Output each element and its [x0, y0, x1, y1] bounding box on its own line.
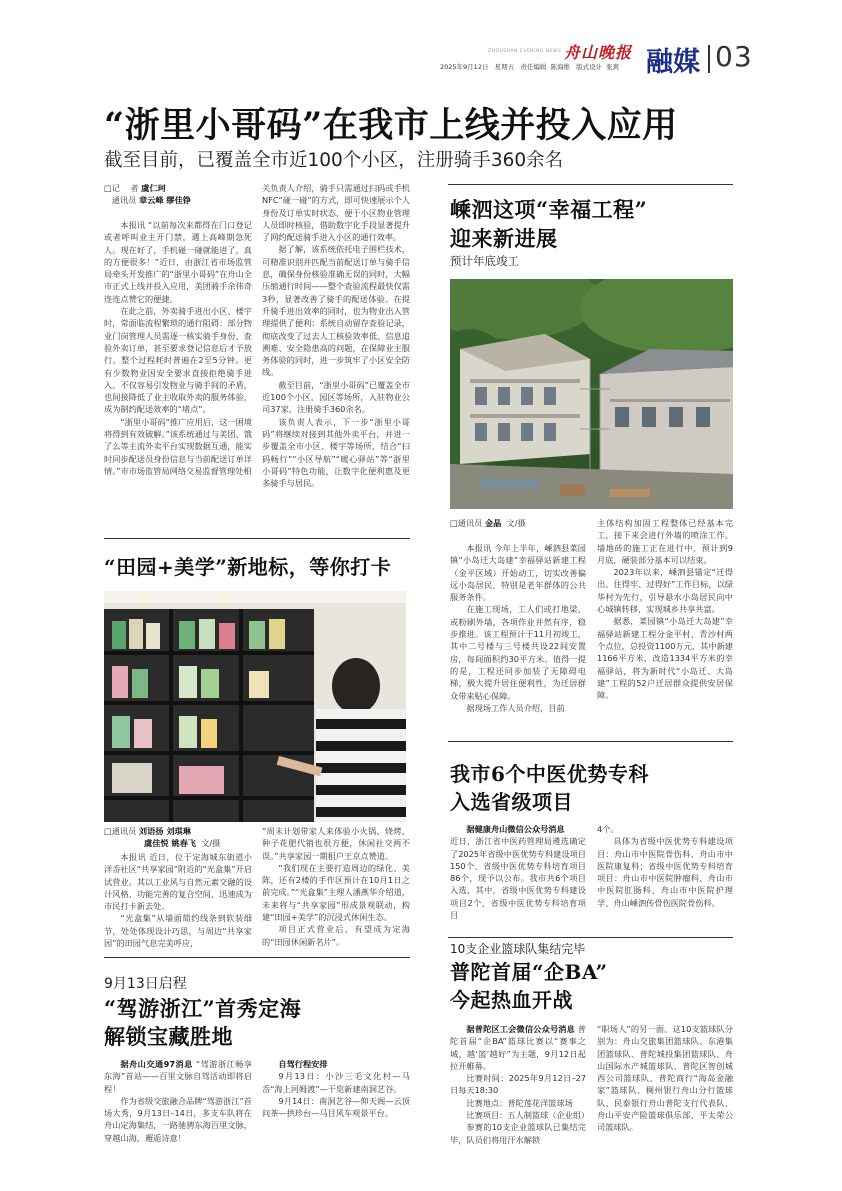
paragraph: 本报讯 “以前每次来都得在门口登记或者呼叫业主开门禁，遇上高峰期急死人。现在好了，手机碰一碰就能进了，真的方便很多！”近日，由浙江省市场监管局牵头开发推广的“浙里小哥码”在舟山全市正式上线并投入应用，美团骑手余伟奇连连点赞它的便捷。 [104, 220, 252, 304]
section-divider [448, 741, 733, 742]
tianyuan-credit: □通讯员 刘语扬 刘琪琳 虞佳悦 姚春飞 文/摄 [104, 826, 221, 849]
lead-headline: “浙里小哥码”在我市上线并投入应用 [104, 105, 678, 146]
paragraph: 该负责人表示，下一步“浙里小哥码”将继续对接到其他外卖平台，并进一步覆盖全市小区、楼宇等场所，结合“扫码畅行”“小区导航”“暖心驿站”等“浙里小哥码”特色功能，让数字化便利惠及更多骑手与居民。 [262, 416, 410, 489]
drive-title-line-1: “驾游浙江”首秀定海 [104, 996, 302, 1021]
correspondent-names: 虞佳悦 姚春飞 [144, 838, 196, 849]
paragraph: “职场人”的另一面。这10支篮球队分别为：舟山交旅集团篮球队、东港集团篮球队、普陀城投集团篮球队、舟山国际水产城篮球队、普陀区智创城西公司篮球队、普陀商行“海岛金融家”篮球队、稠州银行舟山分行篮球队、民泰银行舟山普陀支行代表队、舟山平安产险篮球俱乐部、平太荣公司篮球队。 [597, 1024, 733, 1133]
tcm-title-line-1: 我市6个中医优势专科 [450, 762, 649, 786]
paragraph: 据了解，该系统依托电子围栏技术，可精准识别并匹配当前配送订单与骑手信息，确保身份核验准确无误的同时，大幅压缩通行时间——整个查验流程最快仅需3秒，显著改善了骑手的配送体验。在提升骑手进出效率的同时，也为物业出入管理提供了便利：系统自动留存查验记录，彻底改变了过去人工核验效率低、信息追溯难、安全隐患高的问题，在保障业主服务体验的同时，进一步筑牢了小区安全防线。 [262, 244, 410, 378]
shop-shelves-illustration [104, 591, 406, 822]
section-divider [104, 538, 410, 539]
shop-interior-photo [104, 591, 406, 822]
paragraph: 9月13日：小沙三毛文化村—马岙“海上河姆渡”—干览新建南洞艺谷。 [262, 1071, 410, 1094]
paragraph: 在此之前，外卖骑手进出小区、楼宇时，常面临流程繁琐的通行阻碍：部分物业门岗管理人员需逐一核实骑手身份、查验外卖订单，甚至要求登记信息后才予放行。整个过程耗时普遍在2至5分钟。更有少数物业因安全要求直接拒绝骑手进入。不仅容易引发物业与骑手间的矛盾，也间接降低了业主收取外卖的服务体验，成为制约配送效率的“堵点”。 [104, 306, 252, 415]
tianyuan-title: “田园+美学”新地标，等你打卡 [104, 555, 392, 579]
paragraph: 4个。 [597, 824, 619, 834]
page-number: 03 [715, 40, 753, 73]
lead-column-1 [104, 219, 252, 477]
basketball-title-line-2: 今起热血开战 [450, 988, 573, 1012]
section-divider [448, 184, 733, 185]
paragraph: “光盒集”从墙面简约线条到软装细节，处处体现设计巧思，与周边“共享家园”的田园气息完美呼应， [104, 913, 252, 949]
masthead-logo: 舟山晚报 [564, 43, 633, 62]
paragraph: 参赛的10支企业篮球队已集结完毕，队员们将用汗水解锁 [450, 1122, 586, 1145]
shengsi-subhead: 预计年底竣工 [450, 254, 519, 268]
basketball-column-1 [450, 1023, 590, 1146]
lead-credit: □记 者 虞仁珂 通讯员 章云峰 缪佳铮 [104, 183, 191, 206]
paragraph: 比赛时间：2025年9月12日–27日每天18:30 [450, 1073, 586, 1096]
section-divider [104, 957, 410, 958]
correspondent-names: 章云峰 缪佳铮 [138, 195, 191, 206]
paragraph: 2023年以来，嵊泗县锚定“迁得出、住得牢、过得好”工作目标，以绿华村为先行，引导悬水小岛居民向中心城镇转移，实现城乡共享共富。 [597, 567, 733, 615]
basketball-kicker: 10支企业篮球队集结完毕 [450, 942, 586, 956]
paragraph: 本报讯 近日，位于定海城东街道小洋岙社区“共享家园”附近的“光盒集”开启试营业。其以工业风与自然元素交融的设计风格、功能完善的复合空间，迅速成为市民打卡新去处。 [104, 852, 252, 912]
paragraph: 截至目前，“浙里小哥码”已覆盖全市近100个小区，园区等场所，入驻物业公司37家，注册骑手360余名。 [262, 379, 410, 415]
paragraph: 据现场工作人员介绍，目前 [466, 702, 565, 713]
section-divider [448, 937, 733, 938]
tcm-column-2 [597, 823, 733, 909]
news-source: 据普陀区工会微信公众号消息 [466, 1024, 576, 1034]
paragraph: 具体为省级中医优势专科建设项目：舟山市中医院骨伤科、舟山市中医院康复科；省级中医优势专科培育项目：舟山市中医院肿瘤科、舟山市中医院肛肠科、舟山市中医院护理学、舟山嵊泗传骨伤医院骨伤科。 [597, 836, 733, 908]
itinerary-heading: 自驾行程安排 [278, 1059, 328, 1069]
shengsi-title-line-1: 嵊泗这项“幸福工程” [450, 197, 648, 222]
paragraph: “浙里小哥码”推广应用后，这一困境将得到有效破解。”该系统通过与美团、饿了么等主流外卖平台实现数据互通，能实时同步配送员身份信息与当前配送订单详情。”市市场监管局网络交易监督管理处相 [104, 416, 252, 476]
tcm-title-line-2: 入选省级项目 [450, 790, 573, 814]
shengsi-column-1 [450, 542, 586, 714]
paragraph: 项目正式营业后，有望成为定海的“田园休闲新名片”。 [262, 924, 410, 947]
paragraph: 据健康舟山微信公众号消息 近日，浙江省中医药管理局遴选确定了2025年省级中医优势专科建设项目150个、省级中医优势专科培育项目86个，现予以公布。我市共6个项目入选，其中，省级中医优势专科建设项目2个，省级中医优势专科培育项目 [450, 824, 586, 921]
reporter-name: 虞仁珂 [141, 183, 166, 193]
paragraph: 关负责人介绍，骑手只需通过扫码或手机NFC“碰一碰”的方式，即可快速展示个人身份及订单实时状态，便于小区物业管理人员即时核验，借助数字化手段显著提升了网约配送骑手进入小区的通行效率。 [262, 183, 410, 243]
drive-kicker: 9月13日启程 [104, 976, 187, 992]
paragraph: 本报讯 今年上半年，嵊泗县菜园镇“小岛迁大岛建”幸福驿站新建工程（金平区域）开始动工，切实改善偏远小岛居民，特别是老年群体的公共服务条件。 [450, 543, 586, 603]
shengsi-credit: □通讯员 金晶 文/摄 [450, 518, 526, 528]
tianyuan-column-1 [104, 851, 252, 949]
paragraph: 比赛地点：普陀莲花洋篮球场 [466, 1097, 573, 1108]
news-source: 据舟山交通97消息 [120, 1059, 193, 1069]
tianyuan-column-2 [262, 825, 410, 948]
masthead-divider [708, 45, 710, 73]
paragraph: 主体结构加固工程整体已经基本完工，接下来会进行外墙的喷涂工作。墙地砖的施工正在进行中，预计到9月底，硬装部分基本可以结束。 [597, 518, 733, 565]
paragraph: 在施工现场，工人们或打地梁，或粉刷外墙，各项作业井然有序，稳步推进。该工程预计于11月初竣工，其中二号楼与三号楼共设22间安置房，每间面积约30平方米。值得一提的是，工程还同步加装了无障碍电梯，极大提升居住便利性，为迁居群众带来贴心保障。 [450, 604, 586, 701]
basketball-title-line-1: 普陀首届“企BA” [450, 960, 608, 984]
correspondent-name: 金晶 [484, 518, 502, 528]
shengsi-title-line-2: 迎来新进展 [450, 226, 558, 251]
paragraph: 作为省级交旅融合品牌“驾游浙江”首场大秀，9月13日–14日，多支车队将在舟山定海集结，一路驰骋东海百里文脉，穿越山海，邂逅诗意！ [104, 1095, 252, 1143]
construction-site-illustration [450, 279, 733, 509]
construction-site-photo [450, 279, 733, 509]
tcm-column-1 [450, 823, 586, 921]
lead-column-2 [262, 182, 410, 489]
drive-column-1 [104, 1058, 252, 1144]
shengsi-column-2 [597, 517, 733, 701]
masthead-url: ZHOUSHAN EVENING NEWS [488, 49, 562, 54]
paragraph: 9月14日：南洞艺谷—仰天阁—云顶问茶—拱珍台—马目风车观景平台。 [262, 1095, 410, 1119]
paragraph: 据悉，菜园镇“小岛迁大岛建”幸福驿站新建工程分金平村、青沙村两个点位，总投资1100万元，其中新建1166平方米，改造1334平方米的幸福驿站，将为新时代“小岛迁、大岛建”工程的52户迁居群众提供安居保障。 [597, 616, 733, 701]
news-source: 据健康舟山微信公众号消息 [466, 824, 565, 834]
paragraph: “周末计划带家人来体验小火锅、烧烤，种子花肥代销也很方便，休闲社交两不误。”共享家园一期租户王京点赞道。 [262, 826, 410, 861]
paragraph: “我们现在主要打造周边的绿化、美陈，还有2楼的手作区预计在10月1日之前完成。”“光盒集”主理人潘燕华介绍道，未来将与“共享家园”形成景观联动，构建“田园+美学”的沉浸式休闲生态。 [262, 862, 410, 923]
lead-subhead: 截至目前，已覆盖全市近100个小区，注册骑手360余名 [104, 150, 564, 171]
masthead [0, 0, 842, 78]
correspondent-names: 刘语扬 刘琪琳 [138, 826, 191, 836]
masthead-dateline: 2025年9月12日 星期五 责任编辑 陈海维 版式设计 张爽 [440, 63, 620, 71]
paragraph: 比赛项目：五人制篮球（企业组） [466, 1110, 590, 1121]
drive-title-line-2: 解锁宝藏胜地 [104, 1024, 233, 1049]
paragraph: 据舟山交通97消息 “驾游浙江畅享东海”首站——百里文脉自驾活动即将启程！ [104, 1059, 252, 1094]
section-name: 融媒 [646, 47, 700, 78]
basketball-column-2 [597, 1023, 733, 1134]
drive-column-2 [262, 1058, 410, 1119]
paragraph: 据普陀区工会微信公众号消息 普陀首届“企BA”篮球比赛以“赛事之城，越‘篮’越好”为主题，9月12日起拉开帷幕。 [450, 1024, 586, 1071]
